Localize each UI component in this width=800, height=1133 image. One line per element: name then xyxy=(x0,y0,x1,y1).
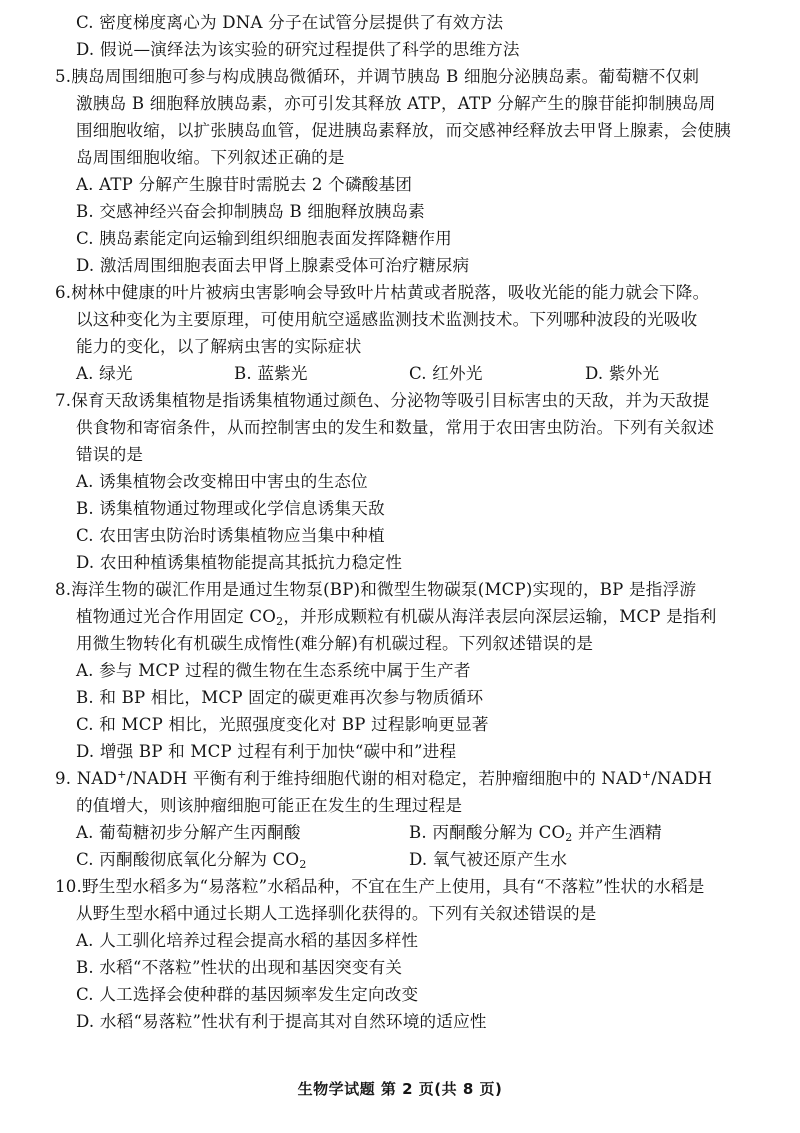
page-footer: 生物学试题 第 2 页(共 8 页) xyxy=(297,1080,503,1098)
q5-option-d: D. 激活周围细胞表面去甲肾上腺素受体可治疗糖尿病 xyxy=(76,256,470,275)
q6-stem-line-1: 6.树林中健康的叶片被病虫害影响会导致叶片枯黄或者脱落，吸收光能的能力就会下降。 xyxy=(55,283,710,302)
q9-option-d: D. 氧气被还原产生水 xyxy=(409,850,568,869)
q9-stem-part-c: /NADH xyxy=(651,769,713,788)
q8-option-a: A. 参与 MCP 过程的微生物在生态系统中属于生产者 xyxy=(76,661,471,680)
q6-option-c: C. 红外光 xyxy=(409,364,483,383)
q9-stem-line-1 xyxy=(55,769,712,789)
q8-stem-line-1: 8.海洋生物的碳汇作用是通过生物泵(BP)和微型生物碳泵(MCP)实现的，BP 是指浮游 xyxy=(55,580,697,599)
q5-option-c: C. 胰岛素能定向运输到组织细胞表面发挥降糖作用 xyxy=(76,229,452,248)
q7-option-c: C. 农田害虫防治时诱集植物应当集中种植 xyxy=(76,526,385,545)
q10-option-d: D. 水稻“易落粒”性状有利于提高其对自然环境的适应性 xyxy=(76,1012,487,1031)
co2-subscript: 2 xyxy=(276,615,284,628)
q8-stem-line-2-part-b: ，并形成颗粒有机碳从海洋表层向深层运输，MCP 是指利 xyxy=(283,607,717,626)
q5-option-a: A. ATP 分解产生腺苷时需脱去 2 个磷酸基团 xyxy=(76,175,413,194)
q6-option-d: D. 紫外光 xyxy=(585,364,660,383)
q5-stem-line-2: 激胰岛 B 细胞释放胰岛素，亦可引发其释放 ATP，ATP 分解产生的腺苷能抑制胰岛周 xyxy=(76,94,716,113)
q9-option-b-part-b: 并产生酒精 xyxy=(572,823,662,842)
q7-stem-line-3: 错误的是 xyxy=(76,445,144,464)
q5-option-b: B. 交感神经兴奋会抑制胰岛 B 细胞释放胰岛素 xyxy=(76,202,425,221)
co2-subscript: 2 xyxy=(299,858,307,871)
q5-stem-line-4: 岛周围细胞收缩。下列叙述正确的是 xyxy=(76,148,345,167)
q8-stem-line-2-part-a: 植物通过光合作用固定 CO xyxy=(76,607,277,626)
q9-option-a: A. 葡萄糖初步分解产生丙酮酸 xyxy=(76,823,301,842)
q8-stem-line-2 xyxy=(76,607,717,627)
q7-stem-line-2: 供食物和寄宿条件，从而控制害虫的发生和数量，常用于农田害虫防治。下列有关叙述 xyxy=(76,418,715,437)
q6-stem-line-3: 能力的变化，以了解病虫害的实际症状 xyxy=(76,337,362,356)
q4-option-d: D. 假说—演绎法为该实验的研究过程提供了科学的思维方法 xyxy=(76,40,520,59)
q9-stem-part-b: /NADH 平衡有利于维持细胞代谢的相对稳定，若肿瘤细胞中的 NAD xyxy=(126,769,642,788)
q7-option-b: B. 诱集植物通过物理或化学信息诱集天敌 xyxy=(76,499,385,518)
q6-stem-line-2: 以这种变化为主要原理，可使用航空遥感监测技术监测技术。下列哪种波段的光吸收 xyxy=(76,310,698,329)
q6-option-b: B. 蓝紫光 xyxy=(234,364,308,383)
q8-option-b: B. 和 BP 相比，MCP 固定的碳更难再次参与物质循环 xyxy=(76,688,484,707)
q8-option-c: C. 和 MCP 相比，光照强度变化对 BP 过程影响更显著 xyxy=(76,715,489,734)
q9-option-b-part-a: B. 丙酮酸分解为 CO xyxy=(409,823,566,842)
q10-option-c: C. 人工选择会使种群的基因频率发生定向改变 xyxy=(76,985,419,1004)
q8-stem-line-3: 用微生物转化有机碳生成惰性(难分解)有机碳过程。下列叙述错误的是 xyxy=(76,634,594,653)
q10-stem-line-1: 10.野生型水稻多为“易落粒”水稻品种，不宜在生产上使用，具有“不落粒”性状的水稻是 xyxy=(55,877,705,896)
q9-stem-part-a: 9. NAD xyxy=(55,769,118,788)
q9-option-c xyxy=(76,850,307,870)
q7-stem-line-1: 7.保育天敌诱集植物是指诱集植物通过颜色、分泌物等吸引目标害虫的天敌，并为天敌提 xyxy=(55,391,710,410)
q10-option-b: B. 水稻“不落粒”性状的出现和基因突变有关 xyxy=(76,958,403,977)
q6-option-a: A. 绿光 xyxy=(76,364,133,383)
q5-stem-line-1: 5.胰岛周围细胞可参与构成胰岛微循环，并调节胰岛 B 细胞分泌胰岛素。葡萄糖不仅刺 xyxy=(55,67,700,86)
q7-option-d: D. 农田种植诱集植物能提高其抵抗力稳定性 xyxy=(76,553,403,572)
q5-stem-line-3: 围细胞收缩，以扩张胰岛血管，促进胰岛素释放，而交感神经释放去甲肾上腺素，会使胰 xyxy=(76,121,731,140)
q9-stem-line-2: 的值增大，则该肿瘤细胞可能正在发生的生理过程是 xyxy=(76,796,463,815)
co2-subscript: 2 xyxy=(565,831,573,844)
q10-option-a: A. 人工驯化培养过程会提高水稻的基因多样性 xyxy=(76,931,419,950)
nad-plus-superscript: + xyxy=(641,768,652,781)
q10-stem-line-2: 从野生型水稻中通过长期人工选择驯化获得的。下列有关叙述错误的是 xyxy=(76,904,597,923)
q4-option-c: C. 密度梯度离心为 DNA 分子在试管分层提供了有效方法 xyxy=(76,13,504,32)
q8-option-d: D. 增强 BP 和 MCP 过程有利于加快“碳中和”进程 xyxy=(76,742,457,761)
nad-plus-superscript: + xyxy=(117,768,127,781)
q9-option-b xyxy=(409,823,662,843)
q9-option-c-part-a: C. 丙酮酸彻底氧化分解为 CO xyxy=(76,850,300,869)
q7-option-a: A. 诱集植物会改变棉田中害虫的生态位 xyxy=(76,472,368,491)
